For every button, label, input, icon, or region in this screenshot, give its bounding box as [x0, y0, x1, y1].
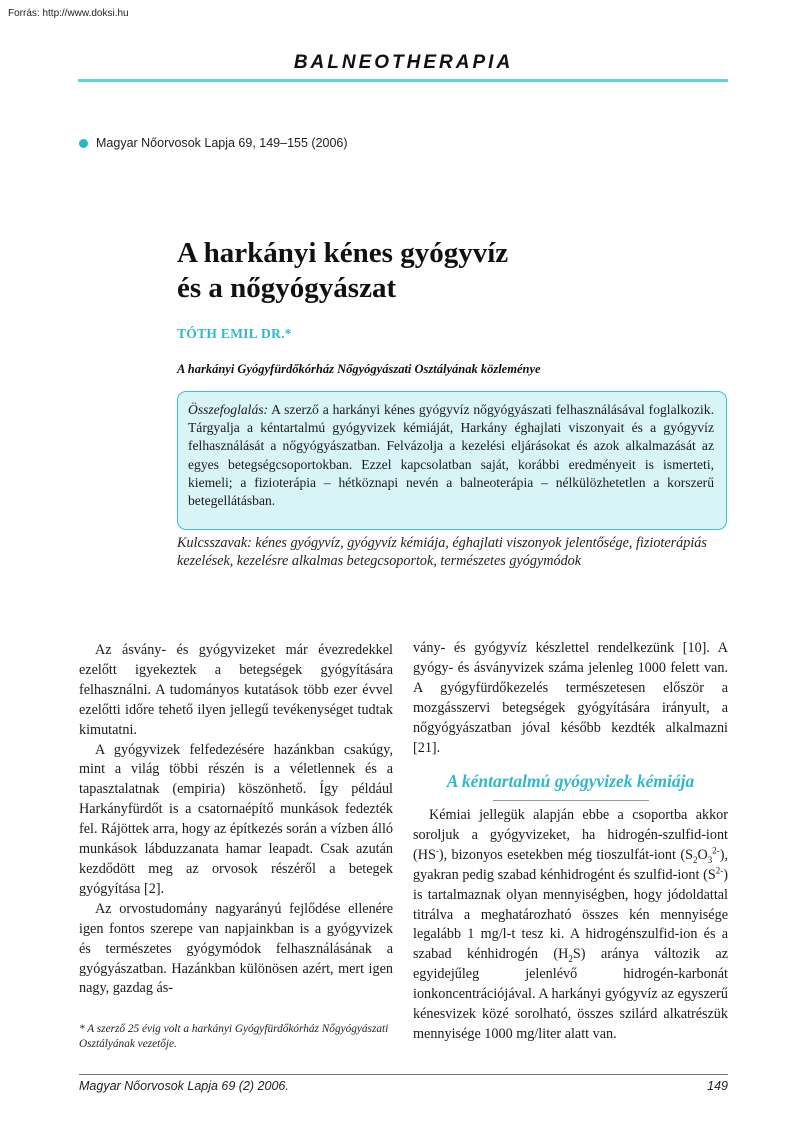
section-heading: A kéntartalmú gyógyvizek kémiája — [446, 771, 695, 791]
heading-divider — [493, 800, 649, 801]
author: TÓTH EMIL DR.* — [177, 326, 292, 341]
paragraph: Kémiai jellegük alapján ebbe a csoportba akkor soroljuk a gyógyvizeket, ha hidrogén-szulfid-iont (HS-), bizonyos esetekben még tioszulfát-iont $(S_2O_3^{2-})$, gyakran pedig szabad kénhidrogént és szulfid-iont $(S^{2-})$ is tartalmaznak olyan mennyiségben, hogy jódoldattal titrálva a meghatározható összes kén mennyisége legalább 1 mg/l-t tesz ki. A hidrogénszulfid-ion és a szabad kénhidrogén $(H_2S)$ aránya változik az egyidejűleg jelenlévő hidrogén-karbonát ionkoncentrációjával. A harkányi gyógyvíz az egyszerű kénesvizek közé sorolható, összes szilárd alkatrészük mennyisége 1000 mg/liter alatt van. — [413, 807, 728, 1042]
article-title — [177, 236, 697, 306]
keywords: Kulcsszavak: kénes gyógyvíz, gyógyvíz kémiája, éghajlati viszonyok jelentősége, fizioterápiás kezelések, kezelésre alkalmas betegcsoportok, természetes gyógymódok — [177, 535, 707, 569]
page-number: 149 — [707, 1079, 728, 1093]
paragraph: Az orvostudomány nagyarányú fejlődése ellenére igen fontos szerepe van napjainkban is a gyógyvizek és természetes gyógymódok felhasználásának a gyógyászatban. Hazánkban különösen azért, mert igen nagy, gazdag ás- — [79, 900, 393, 997]
paragraph: vány- és gyógyvíz készlettel rendelkezünk [10]. A gyógy- és ásványvizek száma jelenleg 1000 felett van. A gyógyfürdőkezelés természetesen először a mozgásszervi betegségek gyógyítására irányult, a nőgyógyászatban jóval később kezdték alkalmazni [21]. — [413, 640, 728, 756]
paragraph: A gyógyvizek felfedezésére hazánkban csakúgy, mint a világ többi részén is a véletlennek és a tapasztalatnak (empiria) köszönhető. Így például Harkányfürdőt is a csatornaépítő munkások fedezték fel. Rájöttek arra, hogy az építkezés során a vízben álló munkások lábduzzanata hamar leapadt. Csak azután kezdődött meg az orvosok részéről a betegek gyógyítása [2]. — [79, 741, 393, 897]
summary-box — [177, 391, 727, 530]
right-column-top — [413, 639, 728, 758]
affiliation: A harkányi Gyógyfürdőkórház Nőgyógyászati Osztályának közleménye — [177, 362, 541, 376]
summary-label: Összefoglalás: — [188, 402, 269, 417]
bottom-divider — [79, 1074, 728, 1075]
title-line-2: és a nőgyógyászat — [177, 272, 397, 304]
footer-journal: Magyar Nőorvosok Lapja 69 (2) 2006. — [79, 1079, 289, 1093]
top-divider — [78, 79, 728, 82]
source-url: Forrás: http://www.doksi.hu — [8, 8, 129, 19]
right-column-body — [413, 806, 728, 1045]
title-line-1: A harkányi kénes gyógyvíz — [177, 237, 509, 269]
footnote: * A szerző 25 évig volt a harkányi Gyógyfürdőkórház Nőgyógyászati Osztályának vezetője. — [79, 1023, 389, 1050]
journal-reference-text: Magyar Nőorvosok Lapja 69, 149–155 (2006) — [96, 136, 348, 150]
left-column — [79, 641, 393, 999]
summary-text: A szerző a harkányi kénes gyógyvíz nőgyógyászati felhasználásával foglalkozik. Tárgyalja a kéntartalmú gyógyvizek kémiáját, Harkány éghajlati viszonyait és a gyógyvíz felhasználását a nőgyógyászatban. Felvázolja a kezelési eljárásokat és azok alkalmazását az egyes betegségcsoportokban. Ezzel kapcsolatban saját, korábbi eredményeit is ismerteti, kiemeli; a fizioterápia – hétköznapi nevén a balneoterápia – nélkülözhetetlen a korszerű betegellátásban. — [188, 402, 714, 509]
bullet-icon — [79, 139, 88, 148]
journal-reference — [79, 136, 348, 150]
paragraph: Az ásvány- és gyógyvizeket már évezredekkel ezelőtt igyekeztek a betegségek gyógyítására felhasználni. A tudományos kutatások több ezer évvel ezelőtti időre tehető ilyen jellegű tevékenységet tudtak kimutatni. — [79, 642, 393, 738]
section-title: BALNEOTHERAPIA — [293, 52, 514, 73]
